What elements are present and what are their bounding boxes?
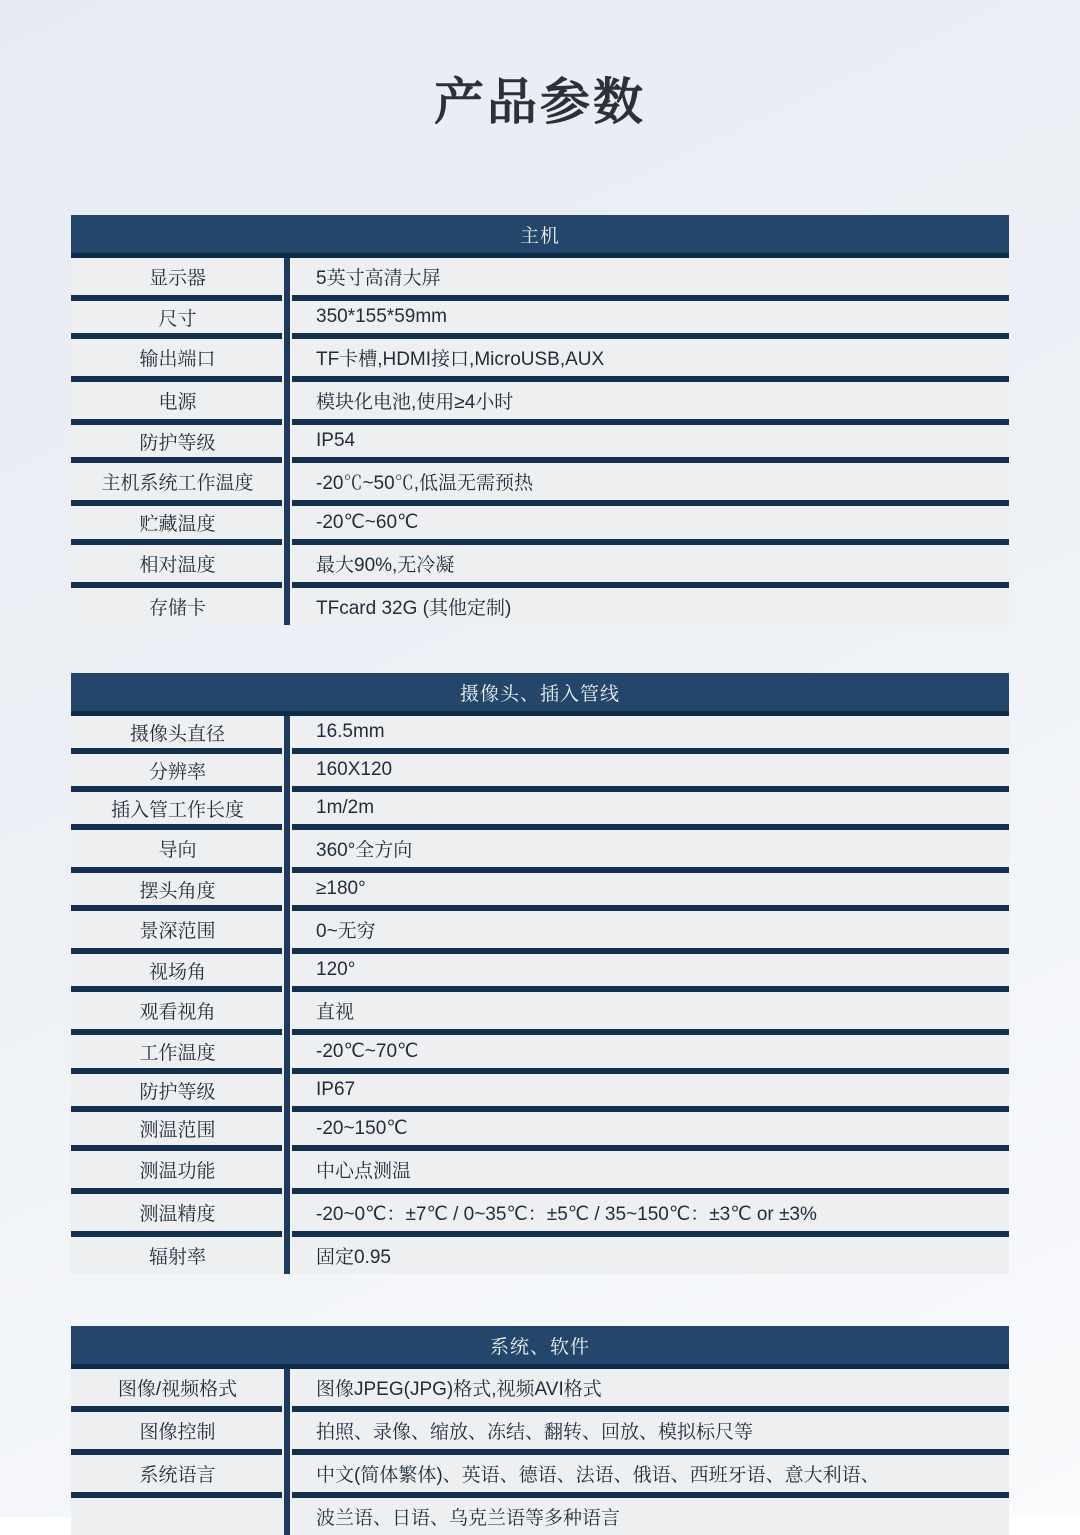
table-row [71, 824, 1009, 867]
table-header: 系统、软件 [71, 1326, 1009, 1369]
row-value: -20~0℃：±7℃ / 0~35℃：±5℃ / 35~150℃：±3℃ or ±3% [316, 1204, 817, 1225]
table-row [71, 500, 1009, 539]
row-label: 插入管工作长度 [110, 799, 244, 821]
row-label: 输出端口 [139, 349, 216, 370]
row-label: 分辨率 [148, 761, 206, 783]
row-value: 固定0.95 [316, 1247, 391, 1268]
row-label: 系统语言 [139, 1465, 216, 1486]
row-label: 摆头角度 [139, 880, 216, 902]
row-label [71, 1498, 284, 1535]
row-value: TF卡槽,HDMI接口,MicroUSB,AUX [316, 349, 605, 370]
row-value: 直视 [316, 1002, 355, 1023]
row-value: 中心点测温 [316, 1161, 412, 1182]
row-label: 测温功能 [139, 1161, 216, 1182]
row-label: 测温范围 [139, 1120, 216, 1141]
row-value: 图像JPEG(JPG)格式,视频AVI格式 [316, 1379, 602, 1400]
table-body [71, 1369, 1009, 1535]
table-row [71, 1406, 1009, 1449]
table-row [71, 786, 1009, 824]
row-label: 图像/视频格式 [117, 1379, 238, 1400]
row-value: 波兰语、日语、乌克兰语等多种语言 [316, 1508, 621, 1529]
row-value: 拍照、录像、缩放、冻结、翻转、回放、模拟标尺等 [316, 1422, 754, 1443]
table-row [71, 948, 1009, 986]
row-value: 0~无穷 [316, 921, 376, 942]
table-row [71, 1145, 1009, 1188]
row-label: 尺寸 [158, 308, 197, 330]
row-value: IP54 [316, 430, 356, 451]
table-row [71, 716, 1009, 748]
table-row [71, 419, 1009, 457]
row-value: 120° [316, 959, 356, 980]
row-label: 测温精度 [139, 1204, 216, 1225]
camera-insertion-tube-table [71, 673, 1009, 1274]
row-value: 5英寸高清大屏 [316, 268, 441, 289]
main-unit-table [71, 215, 1009, 625]
table-row [71, 333, 1009, 376]
table-row [71, 1106, 1009, 1145]
row-value: 中文(简体繁体)、英语、德语、法语、俄语、西班牙语、意大利语、 [316, 1465, 880, 1486]
table-body [71, 716, 1009, 1274]
table-row [71, 457, 1009, 500]
row-label: 电源 [158, 392, 197, 413]
row-value: 模块化电池,使用≥4小时 [316, 392, 514, 413]
table-row [71, 1492, 1009, 1535]
row-value: -20℃~70℃ [316, 1041, 419, 1062]
column-divider [282, 716, 292, 1274]
row-label: 相对温度 [139, 555, 216, 576]
table-body [71, 258, 1009, 625]
row-value: IP67 [316, 1079, 356, 1100]
table-header: 主机 [71, 215, 1009, 258]
table-row [71, 905, 1009, 948]
row-label: 辐射率 [148, 1247, 206, 1268]
table-row [71, 986, 1009, 1029]
row-value: 350*155*59mm [316, 306, 447, 327]
table-row [71, 376, 1009, 419]
row-label: 防护等级 [139, 432, 216, 454]
table-row [71, 258, 1009, 295]
row-label: 观看视角 [139, 1002, 216, 1023]
row-value: 16.5mm [316, 721, 385, 742]
row-label: 存储卡 [148, 598, 206, 619]
table-row [71, 582, 1009, 625]
row-value: 最大90%,无冷凝 [316, 555, 455, 576]
table-row [71, 1231, 1009, 1274]
row-value: -20℃~60℃ [316, 512, 419, 533]
row-label: 图像控制 [139, 1422, 216, 1443]
system-software-table [71, 1326, 1009, 1535]
table-row [71, 295, 1009, 333]
column-divider [282, 258, 292, 625]
spec-tables [71, 215, 1009, 1535]
row-value: 360°全方向 [316, 840, 413, 861]
column-divider [282, 1369, 292, 1535]
row-label: 视场角 [148, 961, 206, 983]
table-row [71, 1068, 1009, 1106]
page-title: 产品参数 [434, 74, 646, 130]
table-row [71, 867, 1009, 905]
row-label: 显示器 [148, 268, 206, 289]
table-row [71, 539, 1009, 582]
table-row [71, 1029, 1009, 1068]
row-label: 景深范围 [139, 921, 216, 942]
row-value: TFcard 32G (其他定制) [316, 598, 512, 619]
row-value: ≥180° [316, 878, 366, 899]
row-value: -20~150℃ [316, 1118, 408, 1139]
row-label: 贮藏温度 [139, 514, 216, 535]
table-header: 摄像头、插入管线 [71, 673, 1009, 716]
row-value: 160X120 [316, 759, 393, 780]
row-label: 摄像头直径 [129, 723, 225, 745]
row-value: -20℃~50℃,低温无需预热 [316, 473, 533, 494]
row-label: 工作温度 [139, 1043, 216, 1064]
row-value: 1m/2m [316, 797, 375, 818]
row-label: 防护等级 [139, 1081, 216, 1103]
table-row [71, 748, 1009, 786]
row-label: 导向 [158, 840, 197, 861]
table-row [71, 1188, 1009, 1231]
row-label: 主机系统工作温度 [101, 473, 254, 494]
table-row [71, 1449, 1009, 1492]
table-row [71, 1369, 1009, 1406]
